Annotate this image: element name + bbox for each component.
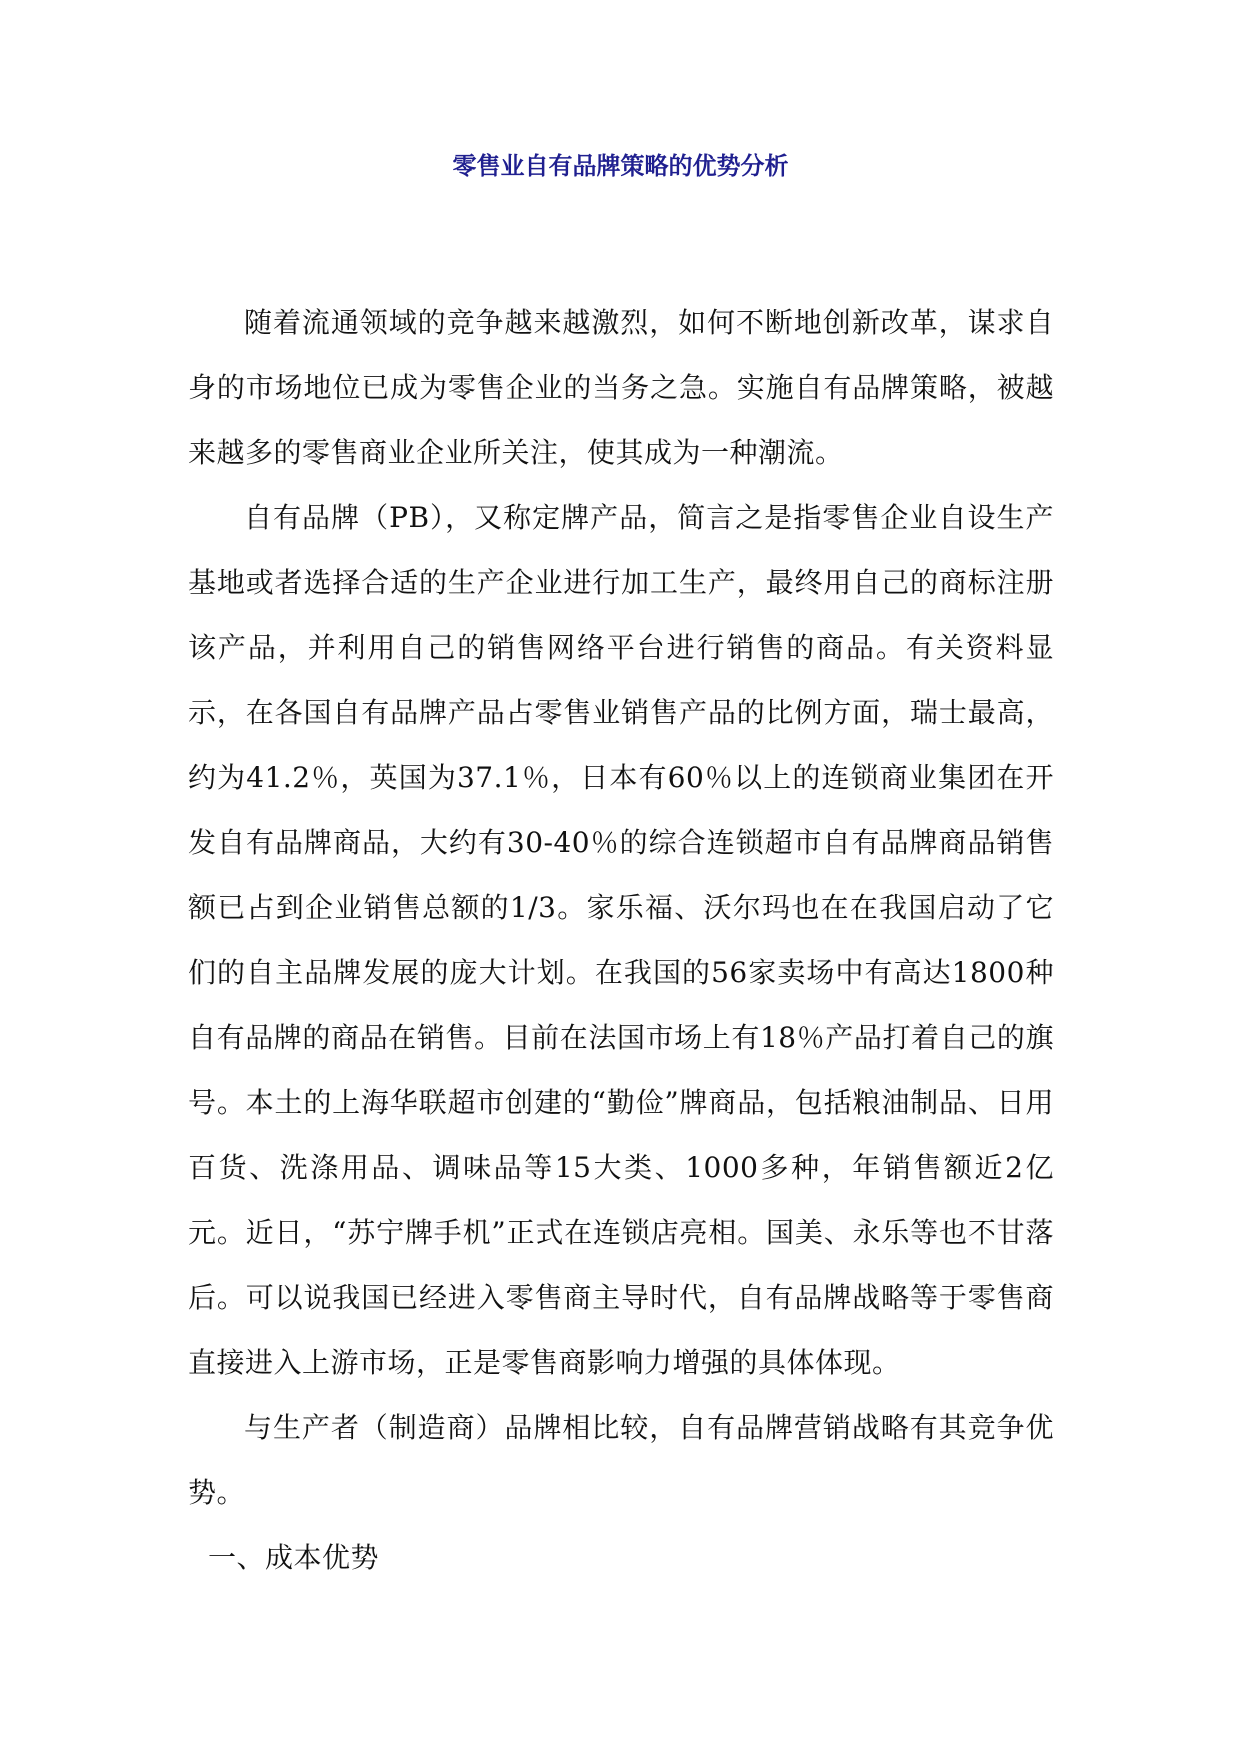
paragraph-private-brand-definition: 自有品牌（PB），又称定牌产品，简言之是指零售企业自设生产基地或者选择合适的生产企业进行加工生产，最终用自己的商标注册该产品，并利用自己的销售网络平台进行销售的商品。有关资料显示，在各国自有品牌产品占零售业销售产品的比例方面，瑞士最高，约为41.2％，英国为37.1％，日本有60％以上的连锁商业集团在开发自有品牌商品，大约有30-40％的综合连锁超市自有品牌商品销售额已占到企业销售总额的1/3。家乐福、沃尔玛也在在我国启动了它们的自主品牌发展的庞大计划。在我国的56家卖场中有高达1800种自有品牌的商品在销售。目前在法国市场上有18％产品打着自己的旗号。本土的上海华联超市创建的“勤俭”牌商品，包括粮油制品、日用百货、洗涤用品、调味品等15大类、1000多种，年销售额近2亿元。近日，“苏宁牌手机”正式在连锁店亮相。国美、永乐等也不甘落后。可以说我国已经进入零售商主导时代，自有品牌战略等于零售商直接进入上游市场，正是零售商影响力增强的具体体现。 <box>188 501 1054 1379</box>
section-heading-cost-advantage: 一、成本优势 <box>208 1541 380 1574</box>
paragraph-intro: 随着流通领域的竞争越来越激烈，如何不断地创新改革，谋求自身的市场地位已成为零售企业的当务之急。实施自有品牌策略，被越来越多的零售商业企业所关注，使其成为一种潮流。 <box>188 306 1054 469</box>
document-body <box>188 290 1054 1590</box>
document-title: 零售业自有品牌策略的优势分析 <box>452 152 789 180</box>
paragraph-competitive-advantage: 与生产者（制造商）品牌相比较，自有品牌营销战略有其竞争优势。 <box>188 1411 1054 1509</box>
